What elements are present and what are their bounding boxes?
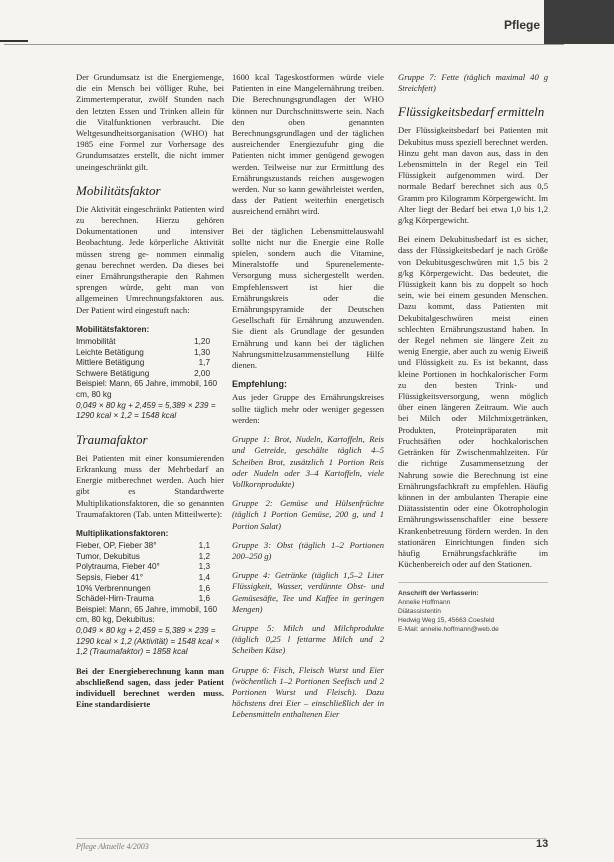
food-group-3: Gruppe 3: Obst (täglich 1–2 Portionen 200–250 g) — [232, 539, 384, 561]
factor-row — [76, 358, 224, 369]
factor-label: Schädel-Hirn-Trauma — [76, 594, 154, 604]
factor-value: 1,6 — [198, 594, 210, 604]
example-line: Beispiel: Mann, 65 Jahre, immobil, 160 cm, 80 kg, Dekubitus: — [76, 604, 218, 625]
author-email: E-Mail: annelie.hoffmann@web.de — [398, 626, 499, 634]
author-address: Hedwig Weg 15, 45663 Coesfeld — [398, 617, 495, 625]
factor-value: 1,6 — [198, 583, 210, 593]
factor-label: Mittlere Betätigung — [76, 358, 145, 368]
paragraph: Bei der täglichen Lebensmittelauswahl sollte nicht nur die Energie eine Rolle spielen, sondern auch die Vitamine, Mineralstoffe und Spurenelemente-Versorgung muss sichergestellt werden. Empfehlenswert ist hier die Ernährungskreis oder die Ernährungspyramide der Deutschen Gesellschaft für Ernährung anzuwenden. Sie dient als Grundlage der gesunden Ernährung und kann bei der täglichen Nahrungsmittelzusammenstellung Hilfe dienen. — [232, 225, 384, 371]
factor-value: 1,3 — [198, 562, 210, 572]
factor-label: Leichte Betätigung — [76, 347, 144, 357]
column-3 — [398, 72, 548, 634]
factor-row — [76, 594, 224, 605]
food-group-4: Gruppe 4: Getränke (täglich 1,5–2 Liter Flüssigkeit, Wasser, verdünnte Obst- und Gemüsesäfte, Tee und Kaffee in geringen Mengen) — [232, 570, 384, 614]
factor-row — [76, 573, 224, 584]
paragraph: Bei Patienten mit einer konsumierenden Erkrankung muss der Mehrbedarf an Energie mitberechnet werden. Auch hier gibt es Standardwerte Multiplikationsfaktoren, die so genannten Traumafaktoren (Tab. unten Mitteilwerte): — [76, 452, 224, 519]
factor-value: 1,30 — [194, 347, 210, 357]
author-block — [398, 582, 548, 634]
paragraph: Die Aktivität eingeschränkt Patienten wird zu berechnen. Hierzu gehören Dokumentationen und intensiver Beobachtung. Jede körperliche Aktivität müssen streng ge- nommen einmalig genau berechnet werden. Da dieses bei einer Ernährungstherapie den Rahmen sprengen würde, geht man von allgemeinen Umrechnungsfaktoren aus. Der Patient wird eingestuft nach: — [76, 203, 224, 315]
factor-label: Polytrauma, Fieber 40° — [76, 562, 160, 572]
box-title: Mobilitätsfaktoren: — [76, 324, 150, 334]
factor-value: 2,00 — [194, 368, 210, 378]
food-group-7: Gruppe 7: Fette (täglich maximal 40 g Streichfett) — [398, 72, 548, 94]
factor-row — [76, 541, 224, 552]
box-title: Multiplikationsfaktoren: — [76, 529, 169, 539]
page-number: 13 — [536, 838, 549, 850]
factor-row — [76, 552, 224, 563]
paragraph: Bei einem Dekubitusbedarf ist es sicher, dass der Flüssigkeitsbedarf je nach Größe von Dekubitusgeschwüren mit 1,5 bis 2 g/kg Körpergewicht. Das bedeutet, die Flüssigkeit kann bis zu doppelt so hoch sein, wie bei einem gesunden Menschen. Dazu kommt, dass Patienten mit Dekubitalgeschwüren meist einen schlechten Ernährungszustand haben. In der Regel nehmen sie längere Zeit zu wenig Energie, aber auch zu wenig Eiweiß und Flüssigkeit zu. Es ist bekannt, dass kleine Portionen in hochkalorischer Form zu den besten Trink- und Flüssigkeitsversorgung, wenn möglich über einen längeren Zeitraum. Wie auch bei Milch oder Milchmixgetränken, Produkten, Proteinpräparaten mit Fruchtsäften oder hochkalorischen Getränken für Zwischenmahlzeiten. Für die richtige Zusammensetzung der Nahrung sowie die Berechnung ist eine Ernährungsfachkraft zu empfehlen. Häufig können in der ambulanten Therapie eine Diätassistentin oder eine Ökotrophologin Ernährungswissenschaftler eine bessere Krankenbetreuung fördern werden. In den stationären Einrichtungen finden sich häufig Ernährungsfachkräfte im Küchenbereich oder auf den Stationen. — [398, 234, 548, 570]
factor-row — [76, 337, 224, 348]
subheading: Flüssigkeitsbedarf ermitteln — [398, 104, 545, 120]
food-group-1: Gruppe 1: Brot, Nudeln, Kartoffeln, Reis und Getreide, geschälte täglich 4–5 Scheiben Brot, zusätzlich 1 Portion Reis oder Nudeln oder 3–4 Kartoffeln, viele Vollkornprodukte) — [232, 434, 384, 489]
author-label: Anschrift der Verfasserin: — [398, 590, 479, 598]
paragraph: Der Grundumsatz ist die Energiemenge, die ein Mensch bei völliger Ruhe, bei Zimmertemperatur, zwölf Stunden nach den letzten Essen und Trinken allein für die Vitalfunktionen verbraucht. Die Weltgesundheitsorganisation (WHO) hat 1985 eine Formel zur Vorhersage des Grundumsatzes erstellt, die nicht immer uneingeschränkt gilt. — [76, 72, 224, 172]
mobility-box — [76, 324, 224, 422]
header-rule — [4, 44, 564, 45]
author-name: Annelie Hoffmann — [398, 599, 451, 607]
paragraph: Bei der Energieberechnung kann man abschließend sagen, dass jeder Patient individuell berechnet werden muss. Eine standardisierte — [76, 665, 224, 710]
paragraph: Der Flüssigkeitsbedarf bei Patienten mit Dekubitus muss speziell berechnet werden. Hinzu geht man davon aus, dass in den Lebensmitteln in der Regel ein Teil Flüssigkeit aufgenommen wird. Der normale Bedarf berechnet sich aus 0,5 Gramm pro Kilogramm Körpergewicht. Im Alter liegt der Bedarf bei etwa 1,0 bis 1,2 g/kg Körpergewicht. — [398, 125, 548, 226]
section-tab — [544, 0, 614, 44]
factor-value: 1,7 — [198, 358, 210, 368]
factor-label: Fieber, OP, Fieber 38° — [76, 541, 157, 551]
factor-label: Sepsis, Fieber 41° — [76, 573, 143, 583]
factor-row — [76, 562, 224, 573]
trauma-box — [76, 528, 224, 658]
column-2 — [232, 72, 384, 729]
section-label: Pflege — [503, 18, 540, 32]
factor-value: 1,20 — [194, 337, 210, 347]
footer-journal: Pflege Aktuelle 4/2003 — [76, 842, 149, 851]
formula-line: 0,049 × 80 kg + 2,459 = 5,389 × 239 = 1290 kcal × 1,2 = 1548 kcal — [76, 400, 216, 421]
factor-label: Tumor, Dekubitus — [76, 551, 140, 561]
factor-row — [76, 584, 224, 595]
factor-value: 1,4 — [198, 573, 210, 583]
column-1 — [76, 72, 224, 719]
edge-mark — [0, 40, 28, 42]
formula-line: 0,049 × 80 kg + 2,459 = 5,389 × 239 = 1290 kcal × 1,2 (Aktivität) = 1548 kcal × 1,2 (Traumafaktor) = 1858 kcal — [76, 625, 220, 657]
subheading: Mobilitätsfaktor — [76, 182, 161, 198]
factor-row — [76, 348, 224, 359]
paragraph: Aus jeder Gruppe des Ernährungskreises sollte täglich mehr oder weniger gegessen werden: — [232, 392, 384, 425]
recommendation-heading: Empfehlung: — [232, 379, 287, 390]
author-role: Diätassistentin — [398, 608, 441, 616]
factor-value: 1,2 — [198, 551, 210, 561]
example-line: Beispiel: Mann, 65 Jahre, immobil, 160 cm, 80 kg — [76, 379, 218, 400]
factor-row — [76, 369, 224, 380]
subheading: Traumafaktor — [76, 431, 148, 447]
footer-rule — [76, 838, 546, 839]
factor-label: Immobilität — [76, 337, 116, 347]
factor-label: 10% Verbrennungen — [76, 583, 151, 593]
food-group-2: Gruppe 2: Gemüse und Hülsenfrüchte (täglich 1 Portion Gemüse, 200 g, und 1 Portion Salat) — [232, 498, 384, 531]
paragraph: 1600 kcal Tageskostformen würde viele Patienten in eine Mangelernährung treiben. Die Berechnungsgrundlagen der WHO können nur Durchschnittswerte sein. Nach den oben genannten Berechnungsgrundlagen und der täglichen ausreichender Energiezufuhr ging die Patienten nicht immer genügend gewogen werden. Teilweise nur zur Ermittlung des Ernährungszustands reichen ausgewogen werden. Nur so kann gewährleistet werden, dass der Patient weiterhin energetisch ausreichend ernährt wird. — [232, 72, 384, 217]
factor-label: Schwere Betätigung — [76, 368, 150, 378]
food-group-5: Gruppe 5: Milch und Milchprodukte (täglich 0,25 l fettarme Milch und 2 Scheiben Käse) — [232, 622, 384, 656]
food-group-6: Gruppe 6: Fisch, Fleisch Wurst und Eier (wöchentlich 1–2 Portionen Seefisch und 2 Portionen Wurst und Fleisch). Dazu höchstens drei Eier – einschließlich der in Lebensmitteln enthaltenen Eier — [232, 664, 384, 720]
factor-value: 1,1 — [198, 541, 210, 551]
